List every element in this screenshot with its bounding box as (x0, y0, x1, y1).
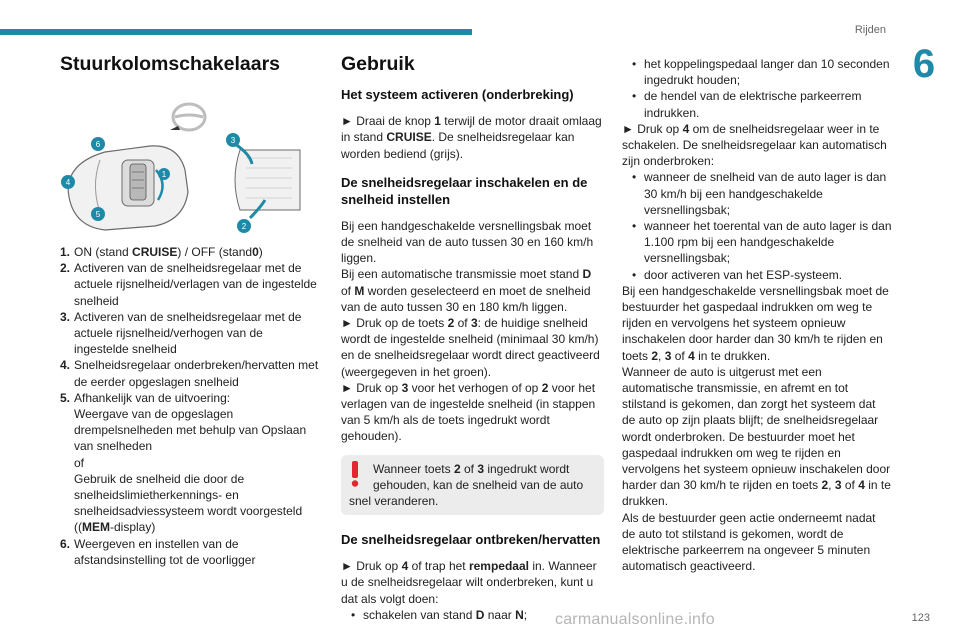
activate-heading: Het systeem activeren (onderbreking) (341, 87, 574, 103)
legend-item-2: 2. Activeren van de snelheidsregelaar met de actuele rijsnelheid/verlagen van de ingestelde snelheid (60, 261, 317, 308)
warning-text: Wanneer toets 2 of 3 ingedrukt wordt gehouden, kan de snelheid van de auto (373, 461, 584, 492)
warning-text-continued: snel veranderen. (349, 494, 439, 509)
column-1 (60, 53, 316, 136)
label-5: 5 (95, 210, 101, 219)
auto-pause-bullets (622, 169, 892, 282)
list-item: • het koppelingspedaal langer dan 10 seconden ingedrukt houden; (632, 56, 892, 88)
watermark: carmanualsonline.info (555, 611, 715, 628)
warning-icon (349, 461, 361, 487)
legend-item-1: 1. ON (stand CRUISE) / OFF (stand0) (60, 245, 263, 259)
warning-box (341, 455, 604, 516)
page-heading: Stuurkolomschakelaars (60, 53, 281, 75)
chapter-number: 6 (912, 42, 936, 86)
legend-item-6: 6. Weergeven en instellen van de afstandsinstelling tot de voorligger (60, 536, 256, 567)
legend-item-4: 4. Snelheidsregelaar onderbreken/hervatten met de eerder opgeslagen snelheid (60, 358, 319, 389)
control-legend-list (60, 244, 320, 568)
page-number: 123 (911, 612, 930, 624)
label-2: 2 (241, 222, 247, 231)
pause-paragraph: ► Druk op 4 of trap het rempedaal in. Wanneer u de snelheidsregelaar wilt onderbreken, kunt u dat als volgt doen: (341, 559, 597, 606)
activate-paragraph: ► Draai de knop 1 terwijl de motor draait omlaag in stand CRUISE. De snelheidsregelaar kan worden bediend (grijs). (341, 114, 602, 161)
list-item: • wanneer het toerental van de auto lager is dan 1.100 rpm bij een handgeschakelde versnellingsbak; (632, 218, 892, 267)
list-item: • de hendel van de elektrische parkeerrem indrukken. (632, 88, 892, 120)
parking-brake-paragraph: Als de bestuurder geen actie onderneemt nadat de auto tot stilstand is gekomen, wordt de elektrische parkeerrem na ongeveer 5 minuten automatisch geactiveerd. (622, 510, 876, 574)
label-3: 3 (230, 136, 236, 145)
manual-gearbox-paragraph: Bij een handgeschakelde versnellingsbak moet de bestuurder het gaspedaal indrukken om weg te rijden en vervolgens het systeem opnieuw inschakelen door harder dan 30 km/h te rijden en toets 2, 3 of 4 in te drukken. (622, 283, 889, 363)
label-4: 4 (65, 178, 71, 187)
list-item: • wanneer de snelheid van de auto lager is dan 30 km/h bij een handgeschakelde versnellingsbak; (632, 169, 892, 218)
enable-paragraph-manual: Bij een handgeschakelde versnellingsbak moet de snelheid van de auto tussen 30 en 160 km/h liggen. (341, 218, 594, 266)
column-2 (341, 53, 604, 623)
list-item: • schakelen van stand D naar N; (351, 607, 604, 623)
automatic-gearbox-paragraph: Wanneer de auto is uitgerust met een automatische transmissie, en afremt en tot stilstand is gekomen, dan zorgt het systeem dat de auto op zijn plaats blijft; de snelheidsregelaar wordt onderbroken. De bestuurder moet het gaspedaal indrukken om weg te rijden en vervolgens het systeem opnieuw inschakelen door harder dan 30 km/h te rijden en toets 2, 3 of 4 in te drukken. (622, 364, 891, 509)
list-item: • door activeren van het ESP-systeem. (632, 267, 892, 283)
enable-paragraph-press: ► Druk op de toets 2 of 3: de huidige snelheid wordt de ingestelde snelheid (minimaal 30 km/h) en de snelheidsregelaar wordt direct geactiveerd (weergegeven in het groen). (341, 316, 600, 379)
label-1: 1 (161, 170, 167, 179)
resume-paragraph: ► Druk op 4 om de snelheidsregelaar weer in te schakelen. De snelheidsregelaar kan automatisch zijn onderbroken: (622, 121, 887, 169)
enable-paragraph-auto: Bij een automatische transmissie moet stand D of M worden geselecteerd en moet de snelheid van de auto tussen 30 en 180 km/h liggen. (341, 267, 592, 314)
cruise-control-lever-illustration (60, 130, 310, 240)
column-3 (622, 56, 892, 575)
pause-bullets-continued (622, 56, 892, 121)
enable-paragraph-adjust: ► Druk op 3 voor het verhogen of op 2 voor het verlagen van de ingestelde snelheid (in stappen van 5 km/h als de toets ingedrukt wordt gehouden). (341, 380, 596, 444)
label-6: 6 (95, 140, 101, 149)
legend-item-5: 5. Afhankelijk van de uitvoering: Weergave van de opgeslagen drempelsnelheden met behulp van Opslaan van snelheden of Gebruik de snelheid die door de snelheidslimietherkennings- en snelheidsadviessysteem wordt voorgesteld ((MEM-display) (60, 390, 307, 535)
header-accent-bar (0, 29, 472, 35)
legend-item-3: 3. Activeren van de snelheidsregelaar met de actuele rijsnelheid/verhogen van de ingestelde snelheid (60, 309, 302, 357)
usage-heading: Gebruik (341, 53, 415, 75)
pause-heading: De snelheidsregelaar ontbreken/hervatten (341, 532, 601, 548)
section-title: Rijden (854, 24, 886, 36)
enable-heading: De snelheidsregelaar inschakelen en de snelheid instellen (341, 174, 588, 207)
